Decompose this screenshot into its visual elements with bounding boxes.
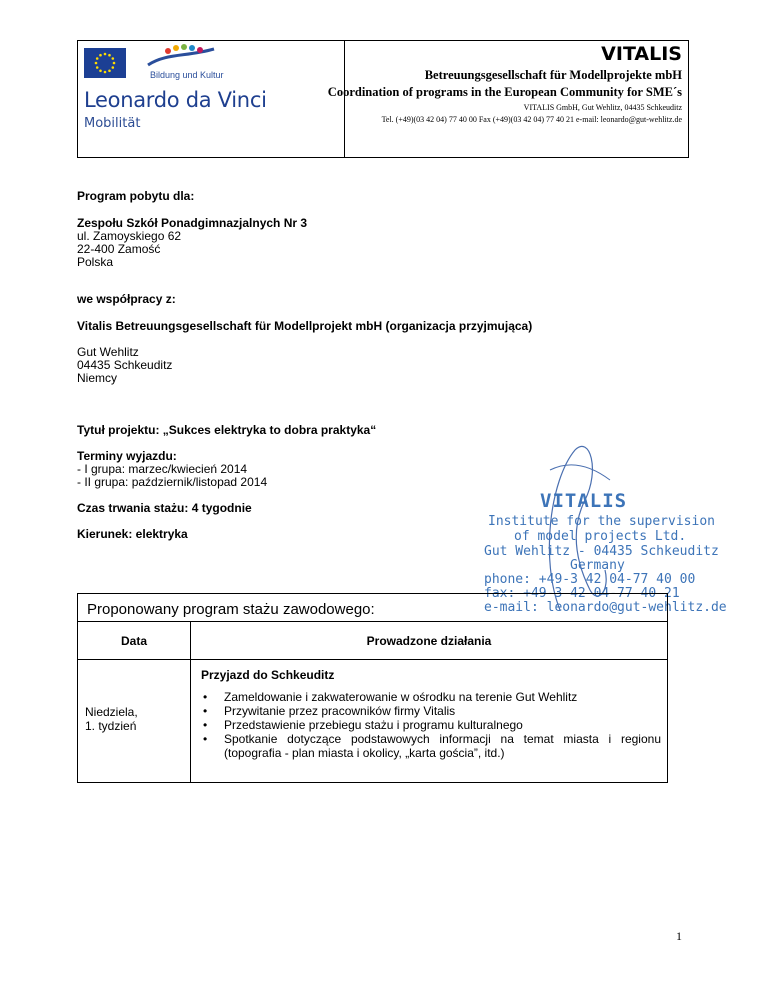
day-name: Niedziela,	[85, 705, 138, 719]
program-table	[77, 593, 668, 783]
school-country: Polska	[77, 255, 114, 269]
eu-flag-icon	[84, 48, 126, 78]
activity-heading: Przyjazd do Schkeuditz	[201, 668, 335, 682]
school-street: ul. Zamoyskiego 62	[77, 229, 182, 243]
partner-city: 04435 Schkeuditz	[77, 358, 173, 372]
company-contact: Tel. (+49)(03 42 04) 77 40 00 Fax (+49)(03 42 04) 77 40 21 e-mail: leonardo@gut-wehlitz.de	[381, 115, 682, 124]
stamp-line: phone: +49-3 42 04-77 40 00	[484, 572, 696, 587]
table-row-day	[85, 705, 138, 733]
school-city: 22-400 Zamość	[77, 242, 161, 256]
departure-group-1: - I grupa: marzec/kwiecień 2014	[77, 462, 248, 476]
cooperation-label: we współpracy z:	[77, 292, 176, 306]
week-number: 1. tydzień	[85, 719, 137, 733]
stamp-line: Gut Wehlitz - 04435 Schkeuditz	[484, 544, 719, 559]
company-description-en: Coordination of programs in the European Community for SME´s	[327, 85, 682, 99]
logo-tagline: Bildung und Kultur	[150, 70, 224, 80]
stamp-line: Institute for the supervision	[488, 514, 715, 529]
project-title: Tytuł projektu: „Sukces elektryka to dobra praktyka“	[77, 423, 377, 437]
leonardo-da-vinci-logo	[78, 41, 344, 157]
company-address: VITALIS GmbH, Gut Wehlitz, 04435 Schkeuditz	[523, 103, 682, 112]
stamp-line: fax: +49-3 42 04-77 40 21	[484, 586, 680, 601]
activity-list	[201, 690, 661, 760]
table-rule	[78, 621, 667, 622]
list-item: • Spotkanie dotyczące podstawowych informacji na temat miasta i regionu	[203, 732, 661, 746]
eu-stars-icon	[84, 48, 126, 78]
logo-subtitle: Mobilität	[84, 116, 141, 131]
bullet-icon: •	[203, 718, 208, 732]
list-item: • Przywitanie przez pracowników firmy Vitalis	[203, 704, 456, 718]
list-item: • Zameldowanie i zakwaterowanie w ośrodku na terenie Gut Wehlitz	[203, 690, 578, 704]
company-name: VITALIS	[601, 43, 682, 65]
stamp-line: of model projects Ltd.	[514, 529, 687, 544]
column-header-date: Data	[120, 634, 147, 648]
company-description: Betreuungsgesellschaft für Modellprojekte mbH	[424, 68, 682, 82]
column-header-activities: Prowadzone działania	[366, 634, 492, 648]
program-for-label: Program pobytu dla:	[77, 189, 195, 203]
list-item: • Przedstawienie przebiegu stażu i programu kulturalnego	[203, 718, 523, 732]
stamp-title: VITALIS	[540, 490, 628, 512]
stamp-line: e-mail: leonardo@gut-wehlitz.de	[484, 600, 727, 615]
partner-name: Vitalis Betreuungsgesellschaft für Modellprojekt mbH (organizacja przyjmująca)	[77, 319, 533, 333]
letterhead	[77, 40, 689, 158]
direction: Kierunek: elektryka	[77, 527, 188, 541]
table-rule	[78, 659, 667, 660]
departure-label: Terminy wyjazdu:	[77, 449, 177, 463]
list-item-continuation: (topografia - plan miasta i okolicy, „karta gościa”, itd.)	[224, 746, 505, 760]
school-name: Zespołu Szkół Ponadgimnazjalnych Nr 3	[77, 216, 308, 230]
company-info	[327, 41, 688, 157]
bullet-icon: •	[203, 704, 208, 718]
bullet-icon: •	[203, 690, 208, 704]
partner-street: Gut Wehlitz	[77, 345, 139, 359]
page-number: 1	[676, 929, 682, 943]
duration: Czas trwania stażu: 4 tygodnie	[77, 501, 252, 515]
program-table-title: Proponowany program stażu zawodowego:	[87, 601, 375, 618]
bullet-icon: •	[203, 732, 208, 746]
stamp-line: Germany	[570, 558, 625, 573]
partner-country: Niemcy	[77, 371, 118, 385]
logo-title: Leonardo da Vinci	[84, 88, 267, 112]
colorful-people-ribbon-icon	[146, 43, 216, 69]
departure-group-2: - II grupa: październik/listopad 2014	[77, 475, 268, 489]
